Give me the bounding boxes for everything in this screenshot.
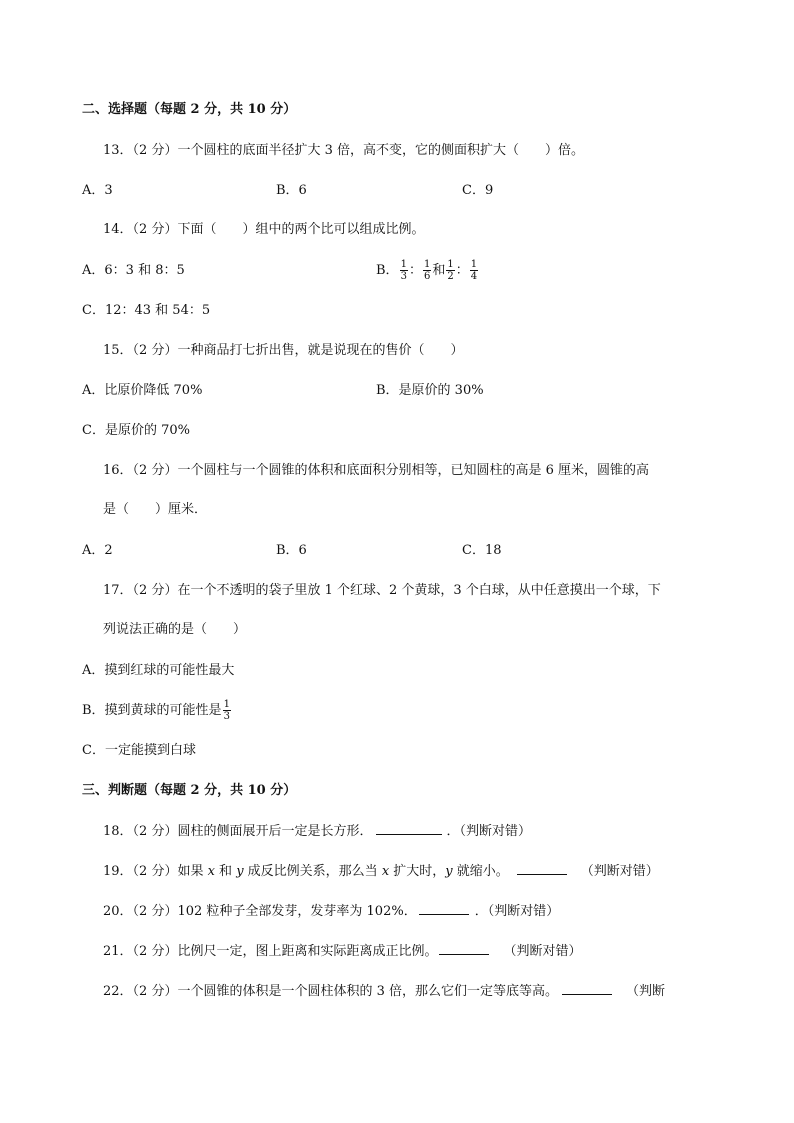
fraction-denominator: 3	[400, 271, 407, 282]
question-19-text: 扩大时，	[389, 864, 446, 879]
question-15-stem: 15．（2 分）一种商品打七折出售，就是说现在的售价（ ）	[103, 343, 464, 358]
question-20	[103, 902, 559, 921]
question-15-option-a: A．比原价降低 70%	[82, 383, 203, 398]
question-15-option-b: B．是原价的 30%	[376, 383, 484, 398]
question-17-option-a: A．摸到红球的可能性最大	[82, 663, 235, 678]
question-16-option-b: B．6	[276, 543, 307, 558]
ratio-colon: ：	[455, 263, 469, 278]
question-13-option-a: A．3	[82, 183, 113, 198]
question-20-stem: 20．（2 分）102 粒种子全部发芽，发芽率为 102%．	[103, 904, 417, 919]
question-19-text: 19．（2 分）如果	[103, 864, 208, 879]
question-18-stem: 18．（2 分）圆柱的侧面展开后一定是长方形．	[103, 824, 373, 839]
fraction-1-2	[446, 259, 454, 282]
option-b-text: B．摸到黄球的可能性是	[82, 703, 222, 718]
question-13-option-b: B．6	[276, 183, 307, 198]
section-heading-choice: 二、选择题（每题 2 分，共 10 分）	[82, 102, 297, 117]
question-21	[103, 942, 581, 961]
question-17-option-b	[82, 696, 232, 726]
fraction-denominator: 6	[423, 271, 431, 282]
question-15-option-c: C．是原价的 70%	[82, 423, 190, 438]
question-16-stem-line1: 16．（2 分）一个圆柱与一个圆锥的体积和底面积分别相等，已知圆柱的高是 6 厘米，圆锥的高	[103, 463, 649, 478]
question-14-option-b	[376, 256, 479, 286]
question-14-option-a: A．6：3 和 8：5	[82, 263, 185, 278]
variable-y: y	[445, 864, 453, 879]
question-16-stem-line2: 是（ ）厘米．	[103, 502, 208, 517]
section-heading-judge: 三、判断题（每题 2 分，共 10 分）	[82, 783, 297, 798]
fraction-1-6	[423, 259, 431, 282]
answer-blank[interactable]	[419, 902, 469, 915]
question-14-option-c: C．12：43 和 54：5	[82, 303, 211, 318]
answer-blank[interactable]	[562, 982, 612, 995]
fraction-numerator: 1	[400, 259, 407, 270]
fraction-1-4	[470, 259, 478, 282]
variable-y: y	[236, 864, 244, 879]
question-19-tail: （判断对错）	[580, 864, 659, 879]
question-22-tail: （判断	[625, 984, 665, 999]
fraction-denominator: 3	[223, 711, 230, 722]
option-b-prefix: B．	[376, 263, 399, 278]
question-17-stem-line1: 17．（2 分）在一个不透明的袋子里放 1 个红球、2 个黄球，3 个白球，从中任意摸出一个球，下	[103, 583, 661, 598]
fraction-denominator: 2	[447, 271, 454, 282]
question-21-tail: （判断对错）	[503, 944, 582, 959]
question-16-option-a: A．2	[82, 543, 113, 558]
question-17-option-c: C．一定能摸到白球	[82, 743, 196, 758]
question-19	[103, 862, 659, 881]
question-18	[103, 822, 531, 841]
question-19-text: 和	[214, 864, 237, 879]
question-20-tail: ．（判断对错）	[474, 904, 560, 919]
question-18-tail: ．（判断对错）	[446, 824, 531, 839]
question-21-stem: 21．（2 分）比例尺一定，图上距离和实际距离成正比例。	[103, 944, 438, 959]
answer-blank[interactable]	[376, 822, 442, 835]
answer-blank[interactable]	[517, 862, 567, 875]
fraction-numerator: 1	[423, 259, 431, 270]
fraction-numerator: 1	[223, 699, 230, 710]
fraction-numerator: 1	[470, 259, 478, 270]
answer-blank[interactable]	[439, 942, 489, 955]
fraction-1-3	[223, 699, 231, 722]
question-22-stem: 22．（2 分）一个圆锥的体积是一个圆柱体积的 3 倍，那么它们一定等底等高。	[103, 984, 558, 999]
and-word: 和	[432, 263, 446, 278]
ratio-colon: ：	[408, 263, 422, 278]
question-13-option-c: C．9	[462, 183, 494, 198]
variable-x: x	[381, 864, 390, 879]
fraction-denominator: 4	[470, 271, 478, 282]
question-22	[103, 982, 665, 1001]
variable-x: x	[207, 864, 215, 879]
question-13-stem: 13．（2 分）一个圆柱的底面半径扩大 3 倍，高不变，它的侧面积扩大（ ）倍。	[103, 143, 584, 158]
question-16-option-c: C．18	[462, 543, 502, 558]
question-19-text: 就缩小。	[452, 864, 509, 879]
fraction-1-3	[400, 259, 408, 282]
fraction-numerator: 1	[447, 259, 454, 270]
question-14-stem: 14．（2 分）下面（ ）组中的两个比可以组成比例。	[103, 222, 425, 237]
question-19-text: 成反比例关系，那么当	[243, 864, 382, 879]
question-17-stem-line2: 列说法正确的是（ ）	[103, 622, 247, 637]
